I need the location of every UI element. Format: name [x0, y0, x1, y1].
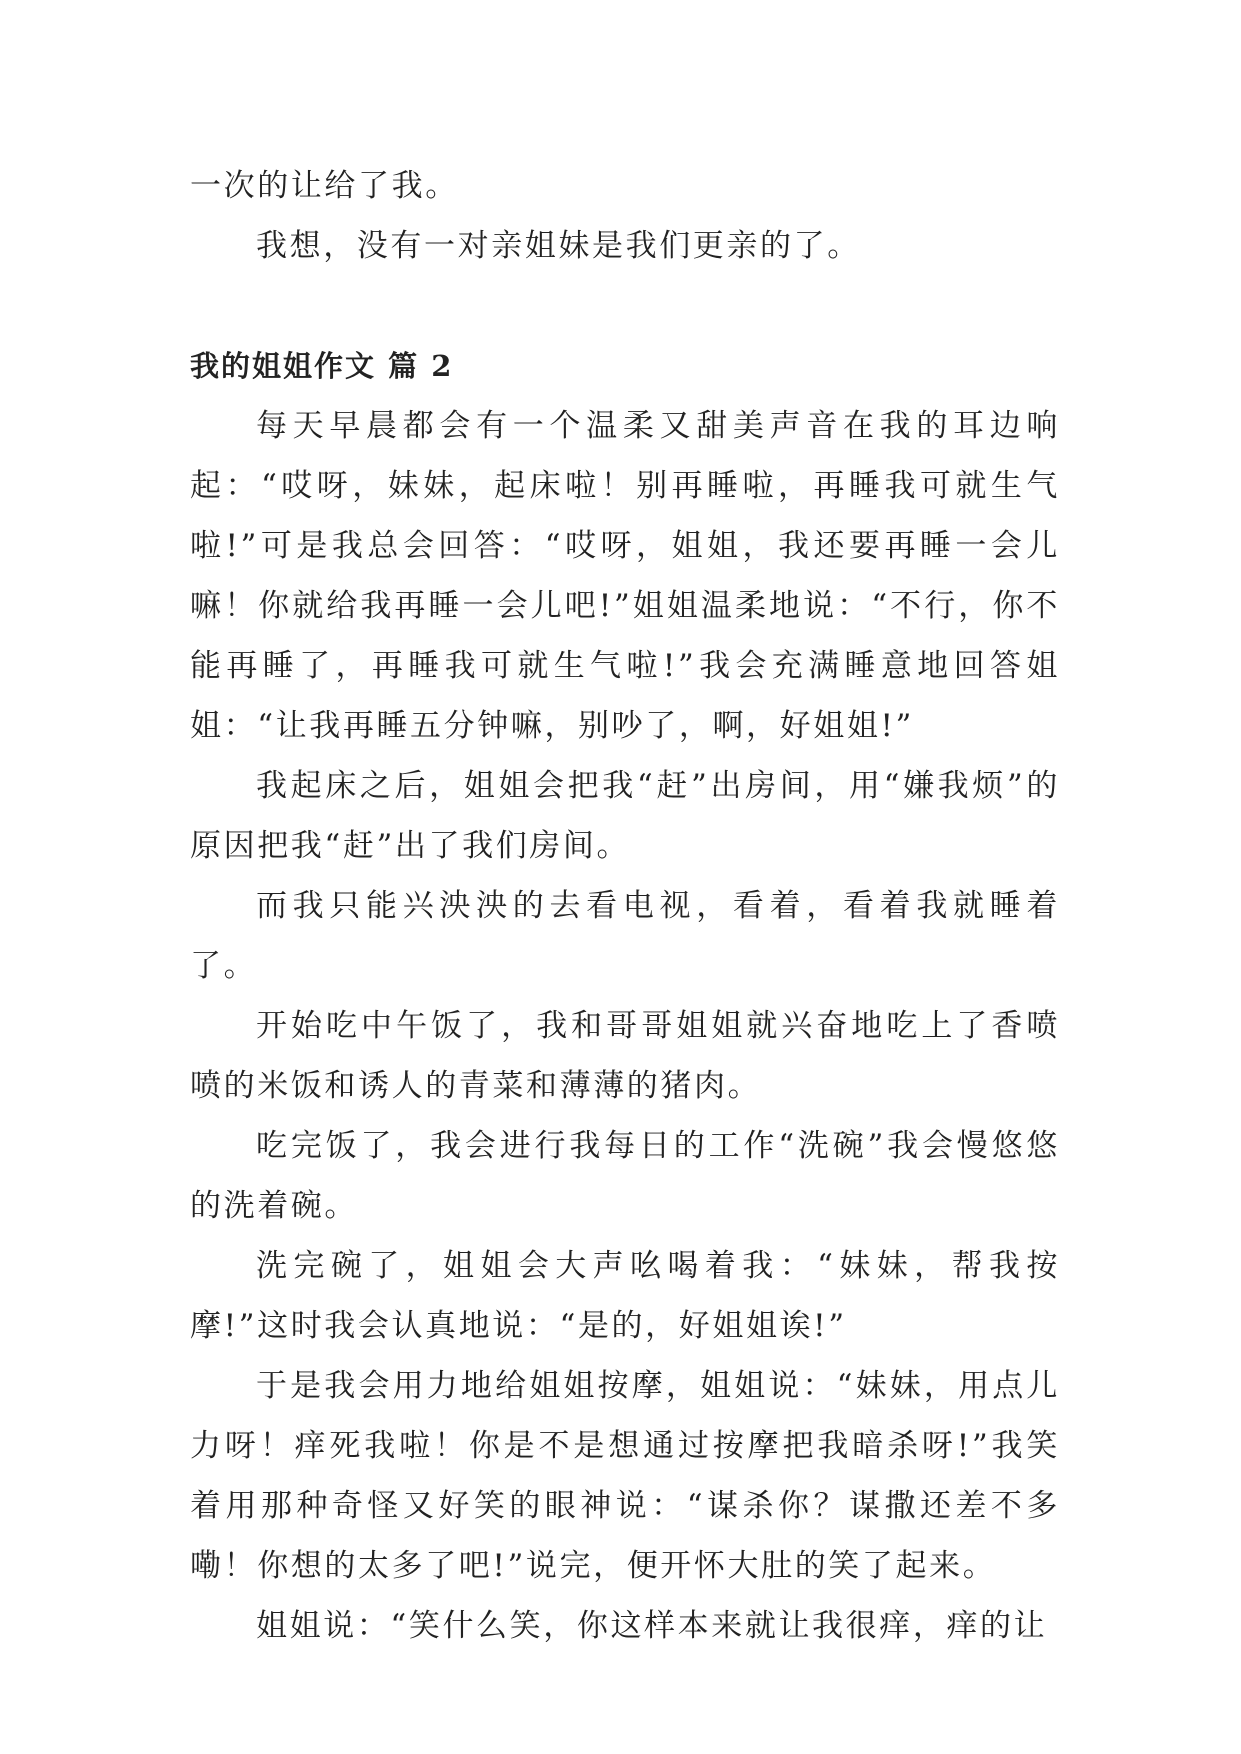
- document-body: [190, 156, 1060, 1656]
- paragraph-3: 而我只能兴泱泱的去看电视，看着，看着我就睡着了。: [190, 888, 1060, 984]
- paragraph-1: 每天早晨都会有一个温柔又甜美声音在我的耳边响起：“哎呀，妹妹，起床啦！别再睡啦，再睡我可就生气啦!”可是我总会回答：“哎呀，姐姐，我还要再睡一会儿嘛！你就给我再睡一会儿吧!”姐姐温柔地说：“不行，你不能再睡了，再睡我可就生气啦!”我会充满睡意地回答姐姐：“让我再睡五分钟嘛，别吵了，啊，好姐姐!”: [190, 408, 1060, 744]
- paragraph-2: 我起床之后，姐姐会把我“赶”出房间，用“嫌我烦”的原因把我“赶”出了我们房间。: [190, 768, 1060, 864]
- paragraph-6: 洗完碗了，姐姐会大声吆喝着我：“妹妹，帮我按摩!”这时我会认真地说：“是的，好姐姐诶!”: [190, 1248, 1060, 1344]
- paragraph-4: 开始吃中午饭了，我和哥哥姐姐就兴奋地吃上了香喷喷的米饭和诱人的青菜和薄薄的猪肉。: [190, 1008, 1060, 1104]
- paragraph-8: 姐姐说：“笑什么笑，你这样本来就让我很痒，痒的让: [256, 1608, 1048, 1644]
- paragraph-5: 吃完饭了，我会进行我每日的工作“洗碗”我会慢悠悠的洗着碗。: [190, 1128, 1060, 1224]
- paragraph-7: 于是我会用力地给姐姐按摩，姐姐说：“妹妹，用点儿力呀！痒死我啦！你是不是想通过按摩把我暗杀呀!”我笑着用那种奇怪又好笑的眼神说：“谋杀你？谋撒还差不多嘞！你想的太多了吧!”说完，便开怀大肚的笑了起来。: [190, 1368, 1060, 1584]
- section-title: 我的姐姐作文 篇 2: [190, 349, 454, 383]
- intro-paragraph-1: 一次的让给了我。: [190, 168, 459, 204]
- intro-paragraph-2: 我想，没有一对亲姐妹是我们更亲的了。: [256, 228, 861, 264]
